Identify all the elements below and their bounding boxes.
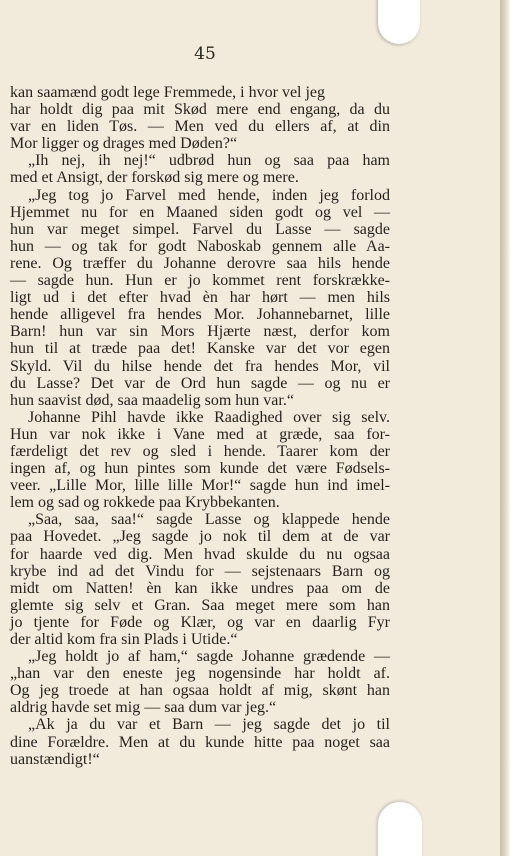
text-line: „Ih nej, ih nej!“ udbrød hun og saa paa ham: [28, 152, 390, 170]
text-line: „Jeg holdt jo af ham,“ sagde Johanne grædende —: [28, 648, 390, 666]
text-line: hun til at træde paa det! Kanske var det vor egen: [10, 340, 390, 358]
text-line: for haarde ved dig. Men hvad skulde du nu ogsaa: [10, 545, 390, 563]
text-line: midt om Natten! èn kan ikke undres paa om de: [10, 579, 390, 597]
text-line: Mor ligger og drages med Døden?“: [10, 135, 238, 153]
text-line: færdeligt det rev og sled i hende. Taarer kom der: [10, 442, 390, 460]
text-line: veer. „Lille Mor, lille lille Mor!“ sagde hun ind imel-: [10, 477, 390, 495]
text-line: Barn! hun var sin Mors Hjærte næst, derfor kom: [10, 323, 390, 341]
text-line: med et Ansigt, der forskød sig mere og mere.: [10, 169, 299, 187]
text-line: „han var den eneste jeg nogensinde har holdt af.: [10, 665, 390, 683]
text-line: du Lasse? Det var de Ord hun sagde — og nu er: [10, 374, 390, 392]
text-line: ligt ud i det efter hvad èn har hørt — men hils: [10, 289, 390, 307]
text-line: hun saavist død, saa maadelig som hun var.“: [10, 391, 294, 409]
page-number: 45: [194, 44, 216, 64]
text-line: glemte sig selv et Gran. Saa meget mere som han: [10, 596, 390, 614]
text-line: der altid kom fra sin Plads i Utide.“: [10, 631, 238, 648]
text-line: kan saamænd godt lege Fremmede, i hvor vel jeg: [10, 84, 326, 101]
page-tab-bottom: [378, 802, 422, 856]
page-tab-top: [378, 0, 420, 44]
text-line: „Saa, saa, saa!“ sagde Lasse og klappede hende: [28, 511, 390, 529]
text-line: jo tjente for Føde og Klær, og var en daarlig Fyr: [10, 613, 390, 631]
text-line: lem og sad og rokkede paa Krybbekanten.: [10, 494, 280, 512]
text-line: Hun var nok ikke i Vane med at græde, saa for-: [10, 425, 390, 443]
text-line: ingen af, og hun pintes som kunde det være Fødsels-: [10, 460, 390, 478]
text-line: — sagde hun. Hun er jo kommet rent forskrække-: [10, 272, 390, 290]
page-text: [10, 84, 390, 768]
text-line: var en liden Tøs. — Men ved du ellers af, at din: [10, 118, 390, 136]
text-line: hun var meget simpel. Farvel du Lasse — sagde: [10, 220, 390, 238]
text-line: paa Hovedet. „Jeg sagde jo nok til dem at de var: [10, 528, 390, 546]
text-line: rene. Og træffer du Johanne derovre saa hils hende: [10, 254, 390, 272]
text-line: Og jeg troede at han ogsaa holdt af mig, skønt han: [10, 682, 390, 700]
text-line: aldrig havde set mig — saa dum var jeg.“: [10, 699, 277, 717]
text-line: uanstændigt!“: [10, 750, 100, 768]
text-line: „Ak ja du var et Barn — jeg sagde det jo til: [28, 716, 390, 734]
book-spine: [500, 0, 511, 856]
text-line: „Jeg tog jo Farvel med hende, inden jeg forlod: [28, 186, 390, 204]
text-line: hun — og tak for godt Naboskab gennem alle Aa-: [10, 237, 390, 255]
text-line: Johanne Pihl havde ikke Raadighed over sig selv.: [28, 408, 390, 426]
text-line: krybe ind ad det Vindu for — sejstenaars Barn og: [10, 562, 390, 580]
text-line: Skyld. Vil du hilse hende det fra hendes Mor, vil: [10, 357, 390, 375]
text-line: dine Forældre. Men at du kunde hitte paa noget saa: [10, 733, 390, 751]
text-line: hende alligevel fra hendes Mor. Johannebarnet, lille: [10, 306, 390, 324]
text-line: Hjemmet nu for en Maaned siden godt og vel —: [10, 203, 390, 221]
text-line: har holdt dig paa mit Skød mere end engang, da du: [10, 101, 390, 119]
